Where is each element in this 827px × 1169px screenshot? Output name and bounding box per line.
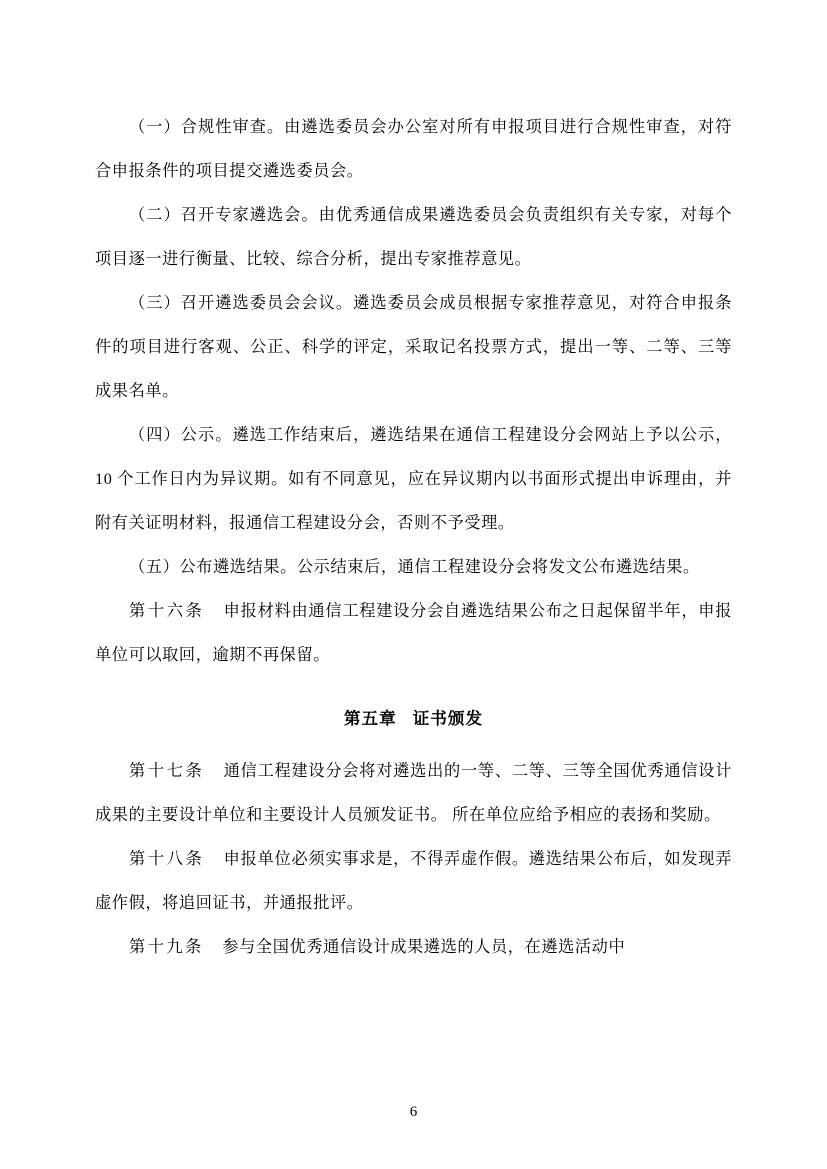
article-16 (95, 589, 732, 677)
article-18 (95, 837, 732, 925)
article-16-text: 申报材料由通信工程建设分会自遴选结果公布之日起保留半年，申报单位可以取回，逾期不再保留。 (95, 602, 733, 664)
article-17 (95, 749, 732, 837)
page-number: 6 (409, 1104, 418, 1120)
article-19-text: 参与全国优秀通信设计成果遴选的人员，在遴选活动中 (222, 938, 626, 956)
paragraph-item-2: （二）召开专家遴选会。由优秀通信成果遴选委员会负责组织有关专家，对每个项目逐一进行衡量、比较、综合分析，提出专家推荐意见。 (95, 206, 732, 268)
article-18-text: 申报单位必须实事求是，不得弄虚作假。遴选结果公布后，如发现弄虚作假，将追回证书，并通报批评。 (95, 850, 733, 912)
paragraph-item-1: （一）合规性审查。由遴选委员会办公室对所有申报项目进行合规性审查，对符合申报条件的项目提交遴选委员会。 (95, 118, 732, 180)
document-body (95, 105, 732, 969)
chapter-heading-title: 证书颁发 (412, 709, 484, 728)
paragraph-item-3: （三）召开遴选委员会会议。遴选委员会成员根据专家推荐意见，对符合申报条件的项目进行客观、公正、科学的评定，采取记名投票方式，提出一等、二等、三等成果名单。 (95, 294, 732, 400)
chapter-heading-number: 第五章 (343, 709, 397, 728)
article-18-label: 第十八条 (129, 850, 205, 868)
paragraph-item-4: （四）公示。遴选工作结束后，遴选结果在通信工程建设分会网站上予以公示，10 个工作日内为异议期。如有不同意见，应在异议期内以书面形式提出申诉理由，并附有关证明材料，报通信工程建设分会，否则不予受理。 (95, 426, 732, 532)
paragraph-item-5: （五）公布遴选结果。公示结束后，通信工程建设分会将发文公布遴选结果。 (129, 558, 700, 576)
article-17-label: 第十七条 (129, 762, 205, 780)
article-16-label: 第十六条 (129, 602, 205, 620)
article-19-label: 第十九条 (129, 938, 204, 956)
article-19 (95, 925, 732, 969)
article-17-text: 通信工程建设分会将对遴选出的一等、二等、三等全国优秀通信设计成果的主要设计单位和主要设计人员颁发证书。 所在单位应给予相应的表扬和奖励。 (95, 762, 733, 824)
chapter-heading (95, 699, 732, 739)
